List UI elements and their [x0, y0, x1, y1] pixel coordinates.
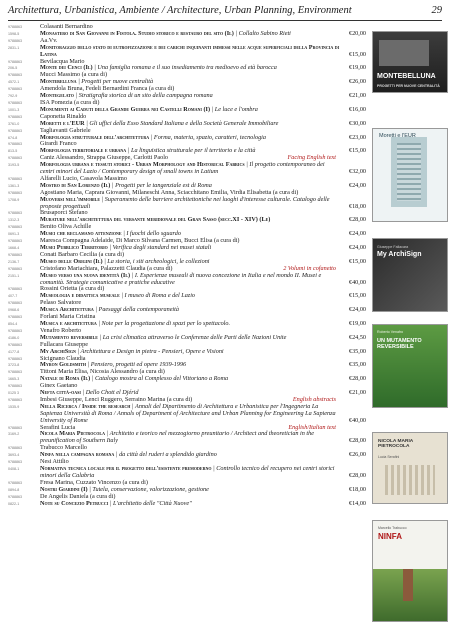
entry-text	[40, 135, 340, 142]
cover-mutamento-reversibile: Roberto Venafro UN MUTAMENTO REVERSIBILE	[372, 324, 448, 408]
isbn-code: 3169-2	[8, 432, 20, 437]
entry-subtitle: | Progetti per le tangenziale est di Roma	[110, 181, 212, 189]
entry-authors: Agostiano Maria, Caprara Giovanni, Milaneschi Anna, Sciacchitano Emilia, Virdia Elisabetta (a cura di)	[40, 188, 299, 196]
entry-subtitle: | I fuochi dello sguardo	[121, 230, 181, 238]
catalog-entry	[8, 466, 366, 480]
isbn-code: 9788863	[8, 239, 22, 244]
catalog-entry	[8, 31, 366, 38]
entry-subtitle: | Verifica degli standard nei musei statali	[107, 244, 212, 251]
isbn-code: 3723-8	[8, 363, 20, 368]
entry-authors: Amendola Bruna, Fedeli Bernardini Franca (a cura di)	[40, 85, 175, 93]
isbn-code: 9788863	[8, 397, 22, 402]
entry-authors: Ginex Gaetano	[40, 382, 78, 390]
entry-title: My ArchiSign	[40, 347, 76, 355]
entry-title: Natale di Roma (Il)	[40, 375, 91, 383]
entry-subtitle: | Il progetto contemporaneo dei centri minori del Lazio / Contemporary design of small towns in Latium	[40, 161, 325, 176]
entry-authors: Cristofano Mariachiara, Palazzetti Claudia (a cura di)	[40, 264, 173, 272]
isbn-code: 9788863	[8, 176, 22, 181]
isbn-code: 9788863	[8, 38, 22, 43]
entry-price: €28,00	[348, 471, 366, 479]
entry-authors: Fullacara Giuseppe	[40, 340, 88, 348]
entry-title: Monastero di San Giovanni in Fistola. Studio storico e restauro del sito (Il)	[40, 29, 234, 37]
entry-price: €21,00	[348, 389, 366, 397]
entry-authors: Pelaso Salvatore	[40, 299, 82, 307]
entry-price: €24,00	[348, 306, 366, 314]
isbn-code: 9788863	[8, 370, 22, 375]
isbn-code: 1001-3	[8, 107, 20, 112]
entry-title: Montebelluna	[40, 78, 77, 86]
entry-authors: Tittoni Maria Elisa, Nicosia Alessandro (a cura di)	[40, 368, 165, 376]
entry-price: €26,00	[348, 78, 366, 86]
entry-authors: Aa.Vv.	[40, 36, 58, 44]
entry-note: Facing English text	[287, 154, 336, 162]
isbn-code: 9788863	[8, 328, 22, 333]
isbn-code: 9788863	[8, 315, 22, 320]
isbn-code: 4186-0	[8, 335, 20, 340]
page-number: 29	[431, 5, 442, 16]
entry-subtitle: | Paesaggi della contemporaneità	[93, 306, 179, 314]
entry-title: Muoversi nell'immobile	[40, 195, 101, 203]
entry-price: €23,00	[348, 133, 366, 141]
entry-price: €35,00	[348, 361, 366, 369]
entry-price: €21,00	[348, 92, 366, 100]
entry-authors: Mucci Massimo (a cura di)	[40, 71, 108, 79]
isbn-code: 9788863	[8, 114, 22, 119]
isbn-code: 9788863	[8, 59, 22, 64]
catalog-entry	[8, 162, 366, 176]
entry-price: €18,00	[348, 485, 366, 493]
entry-subtitle: | Una famiglia romana e il suo insediamento tra medioevo ed età barocca	[92, 64, 277, 72]
entry-text	[40, 197, 340, 211]
isbn-code: 2151-1	[8, 273, 20, 278]
entry-authors: Rossini Orietta (a cura di)	[40, 285, 105, 293]
cover-moretti-eur: Moretti e l'EUR	[372, 128, 448, 222]
isbn-code: 407-7	[8, 294, 18, 299]
entry-text	[40, 404, 340, 425]
entry-subtitle: | Dello Chott el Djérid	[80, 389, 139, 397]
entry-title: Mostro di San Lorenzo (Il)	[40, 181, 111, 189]
isbn-code: 0408-1	[8, 467, 20, 471]
isbn-code: 9788863	[8, 156, 22, 161]
entry-title: Note su Concezio Petrucci	[40, 499, 109, 507]
entry-subtitle: | La linguistica strutturale per il territorio e la città	[126, 147, 256, 155]
entry-price: €40,00	[348, 278, 366, 286]
entry-title: Museo delle Origini (Il)	[40, 257, 103, 265]
entry-title: Monte dei Cenci (Il)	[40, 64, 93, 72]
entry-price: €32,00	[348, 168, 366, 176]
entry-text	[40, 31, 340, 38]
isbn-code: 3693-4	[8, 453, 20, 458]
entry-price: €15,00	[348, 147, 366, 155]
isbn-code: 9788863	[8, 287, 22, 292]
entry-authors: Serafini Lucia	[40, 423, 76, 431]
cover-montebelluna: MONTEBELLUNA PROGETTI PER NUOVE CENTRALITÀ	[372, 31, 448, 93]
entry-title: Monitoraggio dello stato di eutrofizzazione e dei carichi inquinanti immessi nelle acque superficiali della Provincia di Latina	[40, 43, 340, 58]
entry-price: €15,00	[348, 292, 366, 300]
isbn-code: 9788863	[8, 128, 22, 133]
entry-note: English/Italian text	[288, 423, 336, 431]
entry-title: Montegelato	[40, 92, 74, 100]
entry-authors: Caponetta Rinaldo	[40, 112, 87, 120]
entry-title: Ninfa nella campagna romana	[40, 451, 115, 459]
cover-my-archisign: Giuseppe Fallacara My ArchiSign	[372, 238, 448, 312]
entry-title: Musica Architettura	[40, 306, 94, 314]
isbn-code: 9788863	[8, 190, 22, 195]
isbn-code: 792-9	[8, 94, 18, 99]
entry-authors: Benito Oliva Achille	[40, 223, 92, 231]
entry-subtitle: | Superamento delle barriere architettoniche nei luoghi d'interesse culturale. Catalogo delle proposte progettuali	[40, 195, 330, 210]
entry-price: €26,00	[348, 451, 366, 459]
isbn-code: 1665-3	[8, 377, 20, 382]
entry-text	[40, 293, 340, 300]
isbn-code: 4177-8	[8, 349, 20, 354]
isbn-code: 0125 3	[8, 391, 19, 396]
entry-authors: Tagliavanti Gabriele	[40, 126, 91, 134]
entry-price: €16,00	[348, 105, 366, 113]
isbn-code: 9788863	[8, 460, 22, 465]
isbn-code: 1361-3	[8, 183, 20, 188]
entry-price: €28,00	[348, 437, 366, 445]
entry-subtitle: | Tutela, conservazione, valorizzazione, gestione	[87, 485, 209, 493]
entry-price: €19,00	[348, 64, 366, 72]
entry-authors: Venafro Roberto	[40, 326, 82, 334]
isbn-code: 854-4	[8, 321, 18, 326]
entry-price: €28,00	[348, 375, 366, 383]
isbn-code: 9788863	[8, 494, 22, 499]
isbn-code: 9788863	[8, 87, 22, 92]
isbn-code: 9788863	[8, 225, 22, 230]
entry-authors: Bevilacqua Mario	[40, 57, 85, 65]
entry-title: Normativa tecnica locale per il progetto dell'esistente premoderno	[40, 465, 212, 472]
entry-price: €20,00	[348, 29, 366, 37]
entry-price: €18,00	[348, 202, 366, 210]
entry-title: Moretti e l'EUR	[40, 119, 85, 127]
entry-price: €14,00	[348, 499, 366, 507]
entry-authors: Brusaporci Stefano	[40, 209, 88, 217]
entry-title: Museologia e didattica museale	[40, 292, 120, 300]
header-rule	[8, 20, 442, 21]
isbn-code: 9788863	[8, 425, 22, 430]
catalog-entry	[8, 431, 366, 445]
entry-price: €24,50	[348, 333, 366, 341]
entry-subtitle: | Progetti per nuove centralità	[76, 78, 154, 86]
entry-subtitle: | Note per la progettazione di spazi per lo spettacolo.	[96, 319, 231, 327]
entry-subtitle: | Architetto e teorico nel mezzogiorno preunitario / Architect and theoretician in the preunification of Southern Italy	[40, 430, 314, 445]
isbn-code: 4572-1	[8, 80, 20, 85]
entry-text	[40, 452, 340, 459]
isbn-code: 1312-3	[8, 218, 20, 223]
entry-authors: Imbesi Giuseppe, Lenci Ruggero, Serraino Marina (a cura di)	[40, 395, 193, 403]
isbn-code: 674-8	[8, 135, 18, 140]
isbn-code: 9788863	[8, 100, 22, 105]
catalog-entry	[8, 45, 366, 59]
entry-authors: Nesi Attilio	[40, 458, 69, 466]
entry-authors: Colasanti Bernardino	[40, 23, 93, 30]
entry-price: €24,00	[348, 244, 366, 251]
entry-subtitle: | La crisi climatica attraverso le Conferenze delle Parti delle Nazioni Unite	[97, 333, 287, 341]
catalog-entry	[8, 501, 366, 508]
isbn-code: 9788863	[8, 73, 22, 78]
entry-text	[40, 321, 340, 328]
entry-subtitle: | da città del ruderi a splendido giardino	[114, 451, 217, 459]
isbn-code: 9788863	[8, 356, 22, 361]
entry-authors: Maresca Compagna Adelaide, Di Marco Silvana Carmen, Bucci Elisa (a cura di)	[40, 237, 240, 245]
isbn-code: 9788863	[8, 266, 22, 271]
entry-authors: De Angelis Daniela (a cura di)	[40, 492, 116, 500]
entry-price: €15,00	[348, 257, 366, 265]
entry-title: Musica e architettura	[40, 319, 97, 327]
entry-text	[40, 273, 340, 287]
entry-authors: ISA Pomezia (a cura di)	[40, 98, 100, 106]
catalog-entry	[8, 273, 366, 287]
isbn-code: 9788863	[8, 480, 22, 485]
isbn-code: 9788863	[8, 384, 22, 389]
isbn-code: 9788863	[8, 25, 22, 29]
entry-subtitle: | L'architetto delle "Città Nuove"	[108, 499, 192, 507]
isbn-code: 0968-6	[8, 308, 20, 313]
cover-ninfa: Marcello Trabucco NINFA	[372, 520, 448, 622]
isbn-code: 813-5	[8, 149, 18, 154]
entry-title: Musei Pubblico Territorio	[40, 244, 108, 251]
isbn-code: 0822-1	[8, 501, 20, 506]
entry-title: Mutamento reversibile	[40, 333, 98, 341]
entry-text	[40, 162, 340, 176]
isbn-code: 0894-8	[8, 487, 20, 492]
isbn-code: 2136-7	[8, 259, 20, 264]
isbn-code: 9788863	[8, 446, 22, 451]
entry-subtitle: | I museo di Roma e del Lazio	[119, 292, 196, 300]
entry-subtitle: | Pensiero, progetti ed opere 1939-1996	[85, 361, 187, 369]
entry-authors: Alfarelli Lucio, Casavola Massimo	[40, 174, 127, 182]
entry-title: Musei che reclamano attenzione	[40, 230, 122, 238]
entry-subtitle: | Annali del Dipartimento di Architettura e Urbanistica per l'Ingegneria La Sapienza Università di Roma / Annals of Department of Architecture and Urban Planning for Engineering La Sapienza University of Rome	[40, 402, 336, 424]
entry-price: €28,00	[348, 216, 366, 224]
entry-title: Myron Goldsmith	[40, 361, 86, 369]
entry-text	[40, 501, 340, 508]
isbn-code: 1668-4	[8, 246, 20, 250]
entry-subtitle: | I. Esperienze museali di nuova concezione in Italia e nel mondo II. Musei e comunità. Strategie comunicative e pratiche educative	[40, 271, 322, 286]
entry-title: Nella Ricerca / Inside the research	[40, 402, 131, 410]
isbn-code: 2831-1	[8, 45, 20, 50]
isbn-code: 9788863	[8, 142, 22, 147]
isbn-code: 1535-9	[8, 404, 20, 409]
entry-price: €35,00	[348, 347, 366, 355]
entry-text	[40, 466, 340, 480]
entry-subtitle: | Forma, materia, spazio, caratteri, tecnologia	[149, 133, 266, 141]
isbn-code: 3193-5	[8, 163, 20, 168]
entry-authors: Sicignano Claudia	[40, 354, 86, 362]
entry-note: English abstracts	[292, 395, 336, 403]
entry-title: Nostri Giardini (I)	[40, 485, 88, 493]
entry-authors: Fresa Marina, Cuzzato Vincenzo (a cura di)	[40, 478, 148, 486]
entry-title: Morfologia strutturale dell'architettura	[40, 133, 150, 141]
isbn-code: 1598-5	[8, 31, 20, 36]
entry-title: Nefta città-oasi	[40, 389, 81, 397]
entry-subtitle: | Gli uffici della Esso Standard Italiana e della Società Generale Immobiliare	[84, 119, 279, 127]
entry-title: Murature nell'architettura del versante meridionale del Gran Sasso (secc.XI - XIV) (Le)	[40, 216, 271, 224]
entry-title: Monumenti ai Caduti della Grande Guerra nei Castelli Romani (I)	[40, 105, 211, 113]
entry-title: Nicola Maria Pietrocola	[40, 430, 105, 438]
isbn-code: 1708-9	[8, 197, 20, 202]
catalog-list	[8, 24, 366, 507]
isbn-code: 0691-3	[8, 232, 20, 237]
entry-price: €15,00	[348, 50, 366, 58]
catalog-entry	[8, 404, 366, 425]
entry-price: €30,00	[348, 119, 366, 127]
entry-price: €24,00	[348, 181, 366, 189]
entry-subtitle: | La storia, i siti archeologici, le collezioni	[102, 257, 210, 265]
entry-authors: Conati Barbaro Cecilia (a cura di)	[40, 250, 125, 258]
entry-subtitle: | Catalogo mostra al Complesso del Vittoriano a Roma	[90, 375, 229, 383]
isbn-code: 9788863	[8, 342, 22, 347]
entry-subtitle: | Le luce e l'ombra	[210, 105, 258, 113]
entry-price: €24,00	[348, 230, 366, 238]
page-header	[8, 5, 442, 21]
cover-pietrocola: NICOLA MARIA PIETROCOLA Lucia Serafini	[372, 432, 448, 504]
isbn-code: 9788863	[8, 211, 22, 216]
entry-text	[40, 45, 340, 59]
entry-authors: Forlani Maria Cristina	[40, 313, 96, 321]
entry-text	[40, 376, 340, 383]
entry-price: €19,00	[348, 319, 366, 327]
entry-subtitle: | Architettura e Design in pietra - Pensieri, Opere e Visioni	[75, 347, 224, 355]
entry-subtitle: | Collalto Sabino Rieti	[233, 29, 291, 37]
isbn-code: 3761-0	[8, 121, 20, 126]
entry-text	[40, 431, 340, 445]
entry-price: €40,00	[348, 416, 366, 424]
entry-title: Morfologia urbana e tessuti storici - Urban Morphology and Historical Fabrics	[40, 161, 245, 169]
entry-title: Morfologia territoriale e urbana	[40, 147, 127, 155]
isbn-code: 206-5	[8, 66, 18, 71]
isbn-code: 9788863	[8, 301, 22, 306]
catalog-entry	[8, 197, 366, 211]
entry-subtitle: | Stratigrafia storica di un sito della campagna romana	[73, 92, 213, 100]
isbn-code: 9788863	[8, 252, 22, 257]
entry-subtitle: | Controllo tecnico del recupero nei centri storici minori della Calabria	[40, 465, 335, 479]
running-title: Architettura, Urbanistica, Ambiente / Architecture, Urban Planning, Environment	[8, 5, 352, 16]
entry-authors: Caniz Alessandro, Strappa Giuseppe, Carlotti Paolo	[40, 154, 169, 162]
entry-note: 2 Volumi in cofanetto	[283, 264, 336, 272]
entry-authors: Trabucco Marcello	[40, 444, 88, 452]
entry-authors: Girardi Franco	[40, 140, 77, 148]
entry-title: Museo verso una nuova identità (Il)	[40, 271, 131, 279]
